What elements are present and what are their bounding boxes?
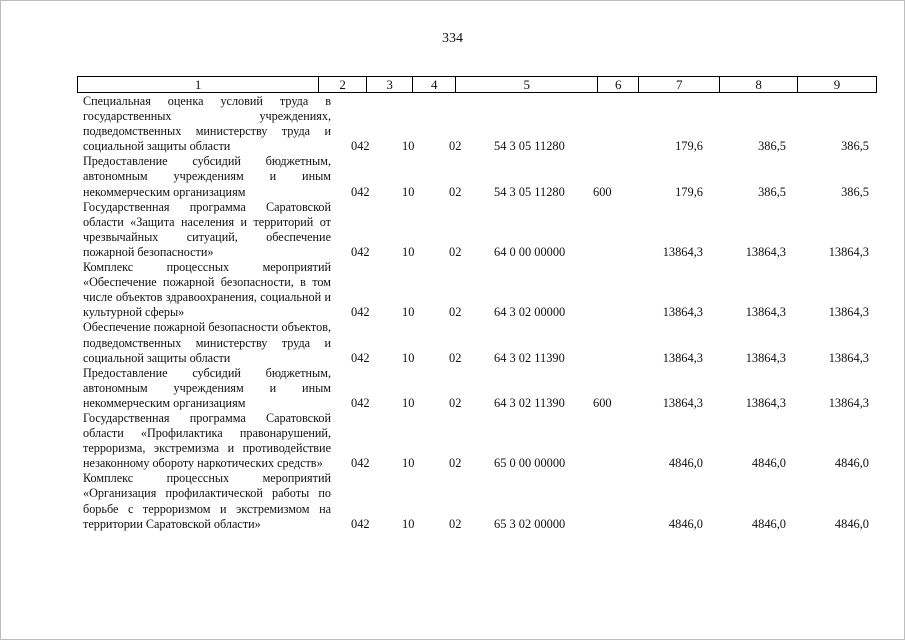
row-name: Обеспечение пожарной безопасности объектов, подведомственных министерству труда и социальной защиты области xyxy=(83,320,331,365)
row-values xyxy=(83,304,877,320)
cell-year-2: 4846,0 xyxy=(751,456,786,471)
cell-section: 10 xyxy=(402,139,415,154)
table-body xyxy=(83,94,877,532)
cell-code: 54 3 05 11280 xyxy=(494,184,565,199)
cell-year-3: 4846,0 xyxy=(834,516,869,531)
header-col-4: 4 xyxy=(412,77,455,92)
cell-year-1: 13864,3 xyxy=(662,305,703,320)
row-name: Государственная программа Саратовской области «Защита населения и территорий от чрезвычайных ситуаций, обеспечение пожарной безопасности» xyxy=(83,199,331,259)
cell-year-2: 13864,3 xyxy=(745,350,786,365)
cell-section: 10 xyxy=(402,516,415,531)
cell-type: 600 xyxy=(593,395,612,410)
row-name: Государственная программа Саратовской области «Профилактика правонарушений, терроризма, экстремизма и противодействие незаконному обороту наркотических средств» xyxy=(83,410,331,471)
cell-code: 64 3 02 11390 xyxy=(494,395,565,410)
header-col-1: 1 xyxy=(194,77,202,92)
table-row xyxy=(83,471,877,531)
cell-section: 10 xyxy=(402,305,415,320)
cell-year-2: 13864,3 xyxy=(745,395,786,410)
table-row xyxy=(83,320,877,365)
cell-year-3: 13864,3 xyxy=(828,395,869,410)
cell-year-3: 13864,3 xyxy=(828,350,869,365)
row-name: Комплекс процессных мероприятий «Организация профилактической работы по борьбе с терроризмом и экстремизмом на территории Саратовской области» xyxy=(83,471,331,531)
row-values xyxy=(83,395,877,411)
cell-admin: 042 xyxy=(351,245,370,260)
cell-year-2: 386,5 xyxy=(758,184,786,199)
cell-year-3: 13864,3 xyxy=(828,245,869,260)
table-row xyxy=(83,411,877,471)
cell-year-1: 13864,3 xyxy=(662,350,703,365)
cell-admin: 042 xyxy=(351,184,370,199)
table-row xyxy=(83,154,877,199)
cell-section: 10 xyxy=(402,350,415,365)
cell-code: 64 3 02 11390 xyxy=(494,350,565,365)
cell-section: 10 xyxy=(402,395,415,410)
cell-admin: 042 xyxy=(351,516,370,531)
cell-section: 10 xyxy=(402,184,415,199)
cell-code: 64 3 02 00000 xyxy=(494,305,566,320)
cell-year-3: 13864,3 xyxy=(828,305,869,320)
cell-type: 600 xyxy=(593,184,612,199)
cell-year-1: 179,6 xyxy=(675,139,703,154)
cell-code: 64 0 00 00000 xyxy=(494,245,566,260)
cell-admin: 042 xyxy=(351,456,370,471)
header-col-6: 6 xyxy=(597,77,638,92)
row-name: Предоставление субсидий бюджетным, автономным учреждениям и иным некоммерческим организациям xyxy=(83,154,331,199)
row-values xyxy=(83,184,877,200)
row-name: Предоставление субсидий бюджетным, автономным учреждениям и иным некоммерческим организациям xyxy=(83,365,331,410)
cell-year-1: 13864,3 xyxy=(662,395,703,410)
header-col-8: 8 xyxy=(719,77,797,92)
table-row xyxy=(83,94,877,154)
header-col-3: 3 xyxy=(366,77,412,92)
cell-subsection: 02 xyxy=(449,245,462,260)
cell-year-2: 4846,0 xyxy=(751,516,786,531)
header-col-5: 5 xyxy=(455,77,597,92)
row-name: Специальная оценка условий труда в государственных учреждениях, подведомственных министерству труда и социальной защиты области xyxy=(83,94,331,154)
cell-admin: 042 xyxy=(351,350,370,365)
table-row xyxy=(83,200,877,260)
header-col-2: 2 xyxy=(318,77,366,92)
cell-admin: 042 xyxy=(351,305,370,320)
cell-section: 10 xyxy=(402,245,415,260)
table-row xyxy=(83,260,877,320)
header-col-7: 7 xyxy=(638,77,719,92)
cell-code: 65 3 02 00000 xyxy=(494,516,566,531)
row-name: Комплекс процессных мероприятий «Обеспечение пожарной безопасности, в том числе объектов здравоохранения, социальной и культурной сферы» xyxy=(83,260,331,320)
cell-subsection: 02 xyxy=(449,184,462,199)
cell-year-1: 13864,3 xyxy=(662,245,703,260)
cell-year-1: 179,6 xyxy=(675,184,703,199)
row-values xyxy=(83,455,877,471)
cell-code: 65 0 00 00000 xyxy=(494,456,566,471)
cell-subsection: 02 xyxy=(449,395,462,410)
cell-year-2: 386,5 xyxy=(758,139,786,154)
cell-admin: 042 xyxy=(351,395,370,410)
table-header xyxy=(77,76,877,93)
cell-subsection: 02 xyxy=(449,456,462,471)
cell-subsection: 02 xyxy=(449,139,462,154)
table-row xyxy=(83,366,877,411)
cell-year-1: 4846,0 xyxy=(668,516,703,531)
cell-subsection: 02 xyxy=(449,516,462,531)
cell-admin: 042 xyxy=(351,139,370,154)
cell-subsection: 02 xyxy=(449,305,462,320)
cell-year-1: 4846,0 xyxy=(668,456,703,471)
cell-year-2: 13864,3 xyxy=(745,245,786,260)
row-values xyxy=(83,516,877,532)
cell-year-3: 4846,0 xyxy=(834,456,869,471)
page-number: 334 xyxy=(442,31,463,46)
cell-year-2: 13864,3 xyxy=(745,305,786,320)
row-values xyxy=(83,138,877,154)
row-values xyxy=(83,350,877,366)
header-col-9: 9 xyxy=(797,77,876,92)
row-values xyxy=(83,244,877,260)
cell-section: 10 xyxy=(402,456,415,471)
cell-subsection: 02 xyxy=(449,350,462,365)
cell-year-3: 386,5 xyxy=(841,184,869,199)
cell-code: 54 3 05 11280 xyxy=(494,139,565,154)
cell-year-3: 386,5 xyxy=(841,139,869,154)
